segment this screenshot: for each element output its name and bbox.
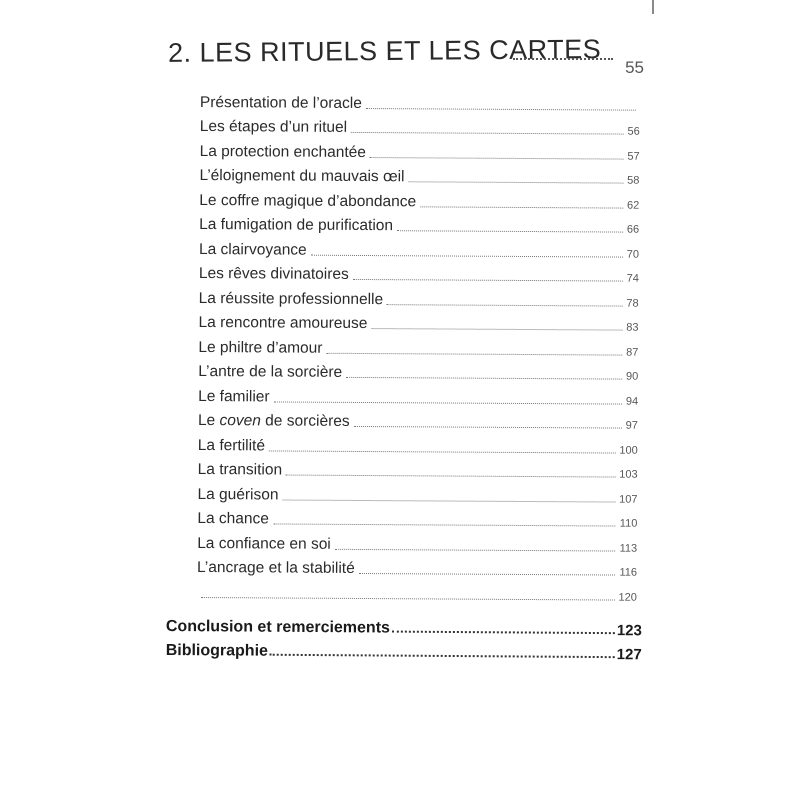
leader-dots bbox=[283, 499, 616, 502]
toc-entry-label: La fumigation de purification bbox=[199, 215, 394, 235]
toc-entry-bibliography[interactable] bbox=[166, 636, 642, 663]
toc-entry-label: La chance bbox=[197, 509, 269, 528]
leader-dots bbox=[387, 304, 622, 306]
leader-dots bbox=[270, 654, 615, 658]
toc-entry-label: L’éloignement du mauvais œil bbox=[199, 166, 405, 186]
toc-entry[interactable] bbox=[197, 504, 637, 531]
leader-dots bbox=[408, 181, 623, 183]
toc-entry-label: La transition bbox=[197, 460, 283, 479]
toc-entry-page: 127 bbox=[616, 646, 642, 664]
toc-entry[interactable] bbox=[199, 308, 639, 335]
toc-entry-label: Le familier bbox=[198, 387, 270, 405]
leader-dots bbox=[269, 450, 615, 453]
leader-dots bbox=[274, 401, 622, 404]
leader-dots bbox=[201, 597, 615, 601]
leader-dots bbox=[420, 206, 623, 208]
leader-dots bbox=[346, 377, 622, 380]
toc-entry-page: 103 bbox=[619, 468, 638, 481]
toc-entry[interactable] bbox=[200, 112, 640, 139]
leader-dots bbox=[351, 132, 623, 135]
toc-entry[interactable] bbox=[198, 382, 638, 409]
toc-entry[interactable] bbox=[198, 455, 638, 482]
toc-entry-label: Présentation de l’oracle bbox=[199, 93, 362, 112]
toc-entry-page: 97 bbox=[625, 419, 638, 432]
toc-entry-label: La guérison bbox=[197, 485, 279, 503]
toc-entry-page: 58 bbox=[627, 174, 640, 187]
toc-entry-page: 100 bbox=[619, 444, 638, 457]
chapter-heading bbox=[168, 36, 646, 86]
leader-dots bbox=[370, 157, 623, 160]
toc-entry[interactable] bbox=[197, 553, 637, 580]
toc-entry-page: 116 bbox=[619, 566, 638, 579]
toc-entry[interactable] bbox=[198, 431, 638, 458]
toc-entry[interactable] bbox=[197, 578, 637, 605]
toc-entry[interactable] bbox=[198, 333, 638, 360]
page-edge-line bbox=[652, 0, 654, 14]
leader-dots bbox=[273, 523, 616, 526]
leader-dots bbox=[326, 352, 622, 355]
toc-entry-page: 123 bbox=[616, 622, 642, 640]
toc-entry-label: La clairvoyance bbox=[198, 240, 307, 259]
leader-dots bbox=[392, 631, 615, 635]
toc-entry[interactable] bbox=[198, 357, 638, 384]
toc-list bbox=[197, 88, 640, 605]
toc-entry[interactable] bbox=[197, 529, 637, 556]
toc-entry[interactable] bbox=[199, 186, 639, 213]
toc-entry-label: Le coven de sorcières bbox=[197, 411, 350, 430]
toc-entry-page: 66 bbox=[626, 223, 640, 236]
toc-entry-label: La protection enchantée bbox=[199, 142, 366, 161]
toc-entry[interactable] bbox=[200, 88, 640, 115]
toc-entry-page: 110 bbox=[619, 517, 638, 530]
toc-entry[interactable] bbox=[200, 137, 640, 164]
toc-entry[interactable] bbox=[199, 284, 639, 311]
toc-entry[interactable] bbox=[199, 235, 639, 262]
toc-entry-label: La réussite professionnelle bbox=[198, 289, 384, 308]
leader-dots bbox=[286, 475, 615, 478]
leader-dots bbox=[354, 426, 622, 429]
leader-dots bbox=[366, 108, 636, 111]
toc-entry-label: Le coffre magique d’abondance bbox=[199, 191, 417, 210]
toc-entry-page: 56 bbox=[627, 125, 640, 138]
toc-entry[interactable] bbox=[199, 210, 639, 237]
toc-entry-label: Les rêves divinatoires bbox=[198, 264, 349, 283]
toc-entry-label: L’antre de la sorcière bbox=[198, 362, 343, 381]
toc-entry-label: L’ancrage et la stabilité bbox=[197, 558, 355, 577]
toc-entry-label: Conclusion et remerciements bbox=[165, 617, 391, 637]
toc-entry-label: La confiance en soi bbox=[197, 534, 331, 553]
toc-entry-page: 57 bbox=[627, 150, 640, 163]
toc-entry-label: Bibliographie bbox=[165, 641, 269, 660]
chapter-title: 2. LES RITUELS ET LES CARTES bbox=[167, 34, 602, 68]
toc-entry-label: Le philtre d’amour bbox=[198, 338, 323, 357]
leader-dots bbox=[397, 230, 623, 232]
chapter-page-number: 55 bbox=[625, 58, 644, 77]
toc-entry-page: 87 bbox=[626, 346, 639, 359]
toc-entry-page: 94 bbox=[625, 395, 639, 408]
toc-entry-conclusion[interactable] bbox=[166, 612, 642, 639]
toc-entry[interactable] bbox=[198, 406, 638, 433]
toc-entry-label: La fertilité bbox=[197, 436, 266, 454]
chapter-leader-dots bbox=[513, 58, 613, 60]
toc-entry-page: 120 bbox=[618, 591, 637, 604]
toc-entry-page: 90 bbox=[625, 370, 639, 383]
italic-word: coven bbox=[219, 412, 261, 430]
toc-entry-page: 78 bbox=[626, 297, 639, 310]
toc-entry[interactable] bbox=[197, 480, 637, 507]
leader-dots bbox=[359, 573, 616, 576]
toc-entry[interactable] bbox=[199, 259, 639, 286]
leader-dots bbox=[335, 548, 616, 551]
toc-entry-page: 70 bbox=[626, 248, 640, 261]
toc-tail-list bbox=[166, 612, 642, 663]
toc-entry-label: Les étapes d’un rituel bbox=[199, 117, 348, 136]
toc-entry-page: 74 bbox=[626, 272, 639, 285]
toc-entry-page: 113 bbox=[619, 542, 638, 555]
toc-entry-page: 83 bbox=[626, 321, 639, 334]
toc-entry-label: La rencontre amoureuse bbox=[198, 313, 368, 333]
leader-dots bbox=[311, 254, 623, 257]
toc-entry-page: 62 bbox=[627, 199, 640, 212]
toc-entry[interactable] bbox=[199, 161, 639, 188]
leader-dots bbox=[371, 328, 622, 331]
leader-dots bbox=[353, 279, 623, 282]
toc-entry-page: 107 bbox=[619, 493, 638, 506]
